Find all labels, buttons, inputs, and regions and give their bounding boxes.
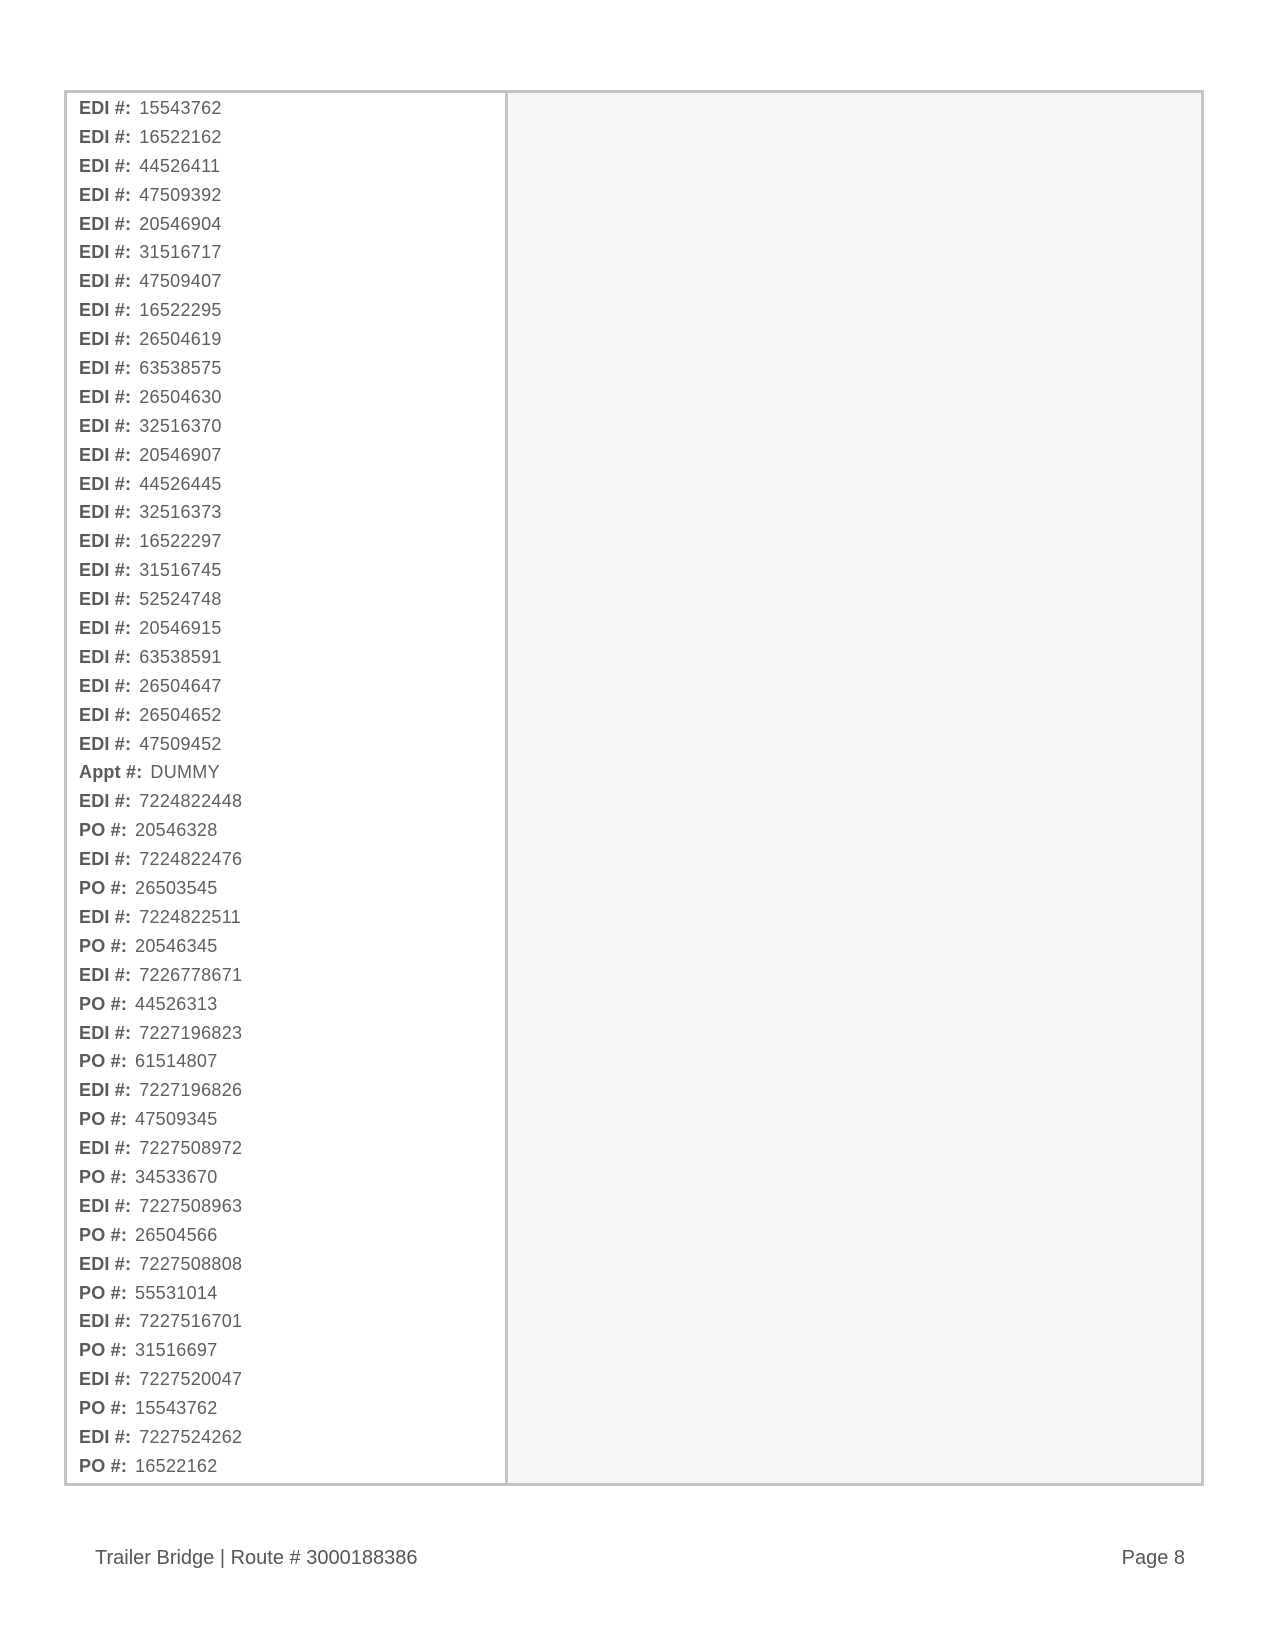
entry-value: 7227196826 [139, 1080, 243, 1101]
entry-label: EDI #: [79, 184, 132, 205]
reference-entry [67, 123, 505, 152]
entry-value: 16522295 [139, 300, 222, 321]
entry-value: 26503545 [135, 878, 218, 899]
reference-entry [67, 787, 505, 816]
reference-entry [67, 1452, 505, 1481]
entry-label: EDI #: [79, 98, 132, 118]
entry-label: EDI #: [79, 733, 132, 754]
reference-entry [67, 1250, 505, 1279]
entry-label: EDI #: [79, 415, 132, 436]
reference-list-column [67, 93, 508, 1483]
entry-label: PO #: [79, 1282, 128, 1303]
entry-label: EDI #: [79, 849, 132, 870]
entry-label: EDI #: [79, 1311, 132, 1332]
entry-label: PO #: [79, 1224, 128, 1245]
entry-label: EDI #: [79, 1426, 132, 1447]
entry-value: 34533670 [135, 1166, 218, 1187]
reference-entry [67, 94, 505, 123]
entry-label: EDI #: [79, 1138, 132, 1159]
reference-entry [67, 1365, 505, 1394]
entry-label: EDI #: [79, 213, 132, 234]
entry-label: EDI #: [79, 675, 132, 696]
reference-entry [67, 412, 505, 441]
entry-value: 16522162 [135, 1455, 218, 1476]
reference-entry [67, 845, 505, 874]
entry-label: EDI #: [79, 646, 132, 667]
reference-entry [67, 325, 505, 354]
reference-entry [67, 1076, 505, 1105]
entry-value: 26504652 [139, 704, 222, 725]
reference-entry [67, 498, 505, 527]
entry-value: 55531014 [135, 1282, 218, 1303]
reference-entry [67, 1279, 505, 1308]
entry-label: PO #: [79, 1166, 128, 1187]
entry-label: EDI #: [79, 964, 132, 985]
reference-entry [67, 990, 505, 1019]
entry-label: PO #: [79, 1340, 128, 1361]
entry-value: 32516370 [139, 415, 222, 436]
reference-entry [67, 527, 505, 556]
entry-value: 31516697 [135, 1340, 218, 1361]
entry-label: PO #: [79, 993, 128, 1014]
entry-label: EDI #: [79, 531, 132, 552]
entry-label: EDI #: [79, 1369, 132, 1390]
reference-entry [67, 296, 505, 325]
entry-value: 26504619 [139, 329, 222, 350]
reference-table [64, 90, 1204, 1486]
entry-value: 47509407 [139, 271, 222, 292]
entry-value: 7224822448 [139, 791, 243, 812]
reference-entry [67, 874, 505, 903]
entry-value: 7227508808 [139, 1253, 243, 1274]
entry-value: 16522297 [139, 531, 222, 552]
entry-label: EDI #: [79, 589, 132, 610]
entry-value: 26504647 [139, 675, 222, 696]
reference-entry [67, 1163, 505, 1192]
entry-value: 63538591 [139, 646, 222, 667]
reference-entry [67, 1336, 505, 1365]
entry-label: EDI #: [79, 473, 132, 494]
entry-value: 26504566 [135, 1224, 218, 1245]
entry-value: 32516373 [139, 502, 222, 523]
reference-entry [67, 1019, 505, 1048]
reference-entry [67, 730, 505, 759]
entry-value: 7227508972 [139, 1138, 243, 1159]
reference-entry [67, 470, 505, 499]
entry-label: EDI #: [79, 1022, 132, 1043]
entry-label: PO #: [79, 1398, 128, 1419]
reference-entry [67, 181, 505, 210]
reference-entry [67, 1047, 505, 1076]
reference-entry [67, 903, 505, 932]
reference-entry [67, 556, 505, 585]
reference-entry [67, 961, 505, 990]
entry-value: 7227516701 [139, 1311, 243, 1332]
reference-entry [67, 383, 505, 412]
entry-value: 20546915 [139, 618, 222, 639]
reference-entry [67, 1105, 505, 1134]
entry-value: 20546904 [139, 213, 222, 234]
entry-label: EDI #: [79, 1253, 132, 1274]
reference-entry [67, 816, 505, 845]
entry-value: 7227196823 [139, 1022, 243, 1043]
entry-label: EDI #: [79, 242, 132, 263]
entry-label: EDI #: [79, 502, 132, 523]
entry-value: 7227508963 [139, 1195, 243, 1216]
footer-route-info: Trailer Bridge | Route # 3000188386 [95, 1547, 418, 1569]
reference-entry [67, 1192, 505, 1221]
entry-value: 7224822476 [139, 849, 243, 870]
entry-value: 47509392 [139, 184, 222, 205]
entry-value: 15543762 [135, 1398, 218, 1419]
reference-entry [67, 643, 505, 672]
entry-label: PO #: [79, 935, 128, 956]
entry-value: 31516717 [139, 242, 222, 263]
entry-value: DUMMY [150, 762, 220, 783]
reference-entry [67, 1394, 505, 1423]
reference-entry [67, 1221, 505, 1250]
entry-value: 44526411 [139, 155, 221, 176]
entry-value: 47509345 [135, 1109, 218, 1130]
entry-label: EDI #: [79, 358, 132, 379]
entry-label: EDI #: [79, 386, 132, 407]
entry-value: 20546907 [139, 444, 222, 465]
entry-label: EDI #: [79, 271, 132, 292]
reference-entry [67, 614, 505, 643]
reference-entry [67, 1307, 505, 1336]
entry-value: 61514807 [135, 1051, 218, 1072]
entry-value: 7227524262 [139, 1426, 243, 1447]
entry-label: EDI #: [79, 704, 132, 725]
reference-entry [67, 758, 505, 787]
entry-label: EDI #: [79, 791, 132, 812]
entry-value: 44526445 [139, 473, 222, 494]
entry-value: 26504630 [139, 386, 222, 407]
entry-label: PO #: [79, 1109, 128, 1130]
entry-label: PO #: [79, 878, 128, 899]
reference-entry [67, 238, 505, 267]
reference-entry [67, 210, 505, 239]
reference-entry [67, 441, 505, 470]
entry-value: 7224822511 [139, 906, 241, 927]
entry-value: 20546345 [135, 935, 218, 956]
reference-entry [67, 152, 505, 181]
entry-value: 31516745 [139, 560, 222, 581]
entry-value: 7227520047 [139, 1369, 243, 1390]
reference-entry [67, 672, 505, 701]
entry-label: EDI #: [79, 300, 132, 321]
entry-label: EDI #: [79, 155, 132, 176]
reference-entry [67, 1423, 505, 1452]
entry-value: 7226778671 [139, 964, 243, 985]
entry-value: 15543762 [139, 98, 222, 118]
entry-label: EDI #: [79, 560, 132, 581]
entry-label: Appt #: [79, 762, 143, 783]
entry-value: 52524748 [139, 589, 222, 610]
entry-label: PO #: [79, 1051, 128, 1072]
entry-label: EDI #: [79, 126, 132, 147]
entry-value: 20546328 [135, 820, 218, 841]
reference-entry [67, 701, 505, 730]
entry-label: EDI #: [79, 906, 132, 927]
entry-label: EDI #: [79, 1195, 132, 1216]
reference-entry [67, 932, 505, 961]
entry-label: PO #: [79, 820, 128, 841]
entry-label: EDI #: [79, 1080, 132, 1101]
empty-right-column [508, 93, 1201, 1483]
footer-page-number: Page 8 [1121, 1547, 1185, 1569]
entry-value: 44526313 [135, 993, 218, 1014]
entry-label: EDI #: [79, 618, 132, 639]
entry-value: 16522162 [139, 126, 222, 147]
reference-entry [67, 585, 505, 614]
entry-label: EDI #: [79, 444, 132, 465]
reference-entry [67, 1134, 505, 1163]
entry-label: EDI #: [79, 329, 132, 350]
reference-entry [67, 267, 505, 296]
entry-value: 47509452 [139, 733, 222, 754]
entry-label: PO #: [79, 1455, 128, 1476]
reference-entry [67, 354, 505, 383]
entry-value: 63538575 [139, 358, 222, 379]
